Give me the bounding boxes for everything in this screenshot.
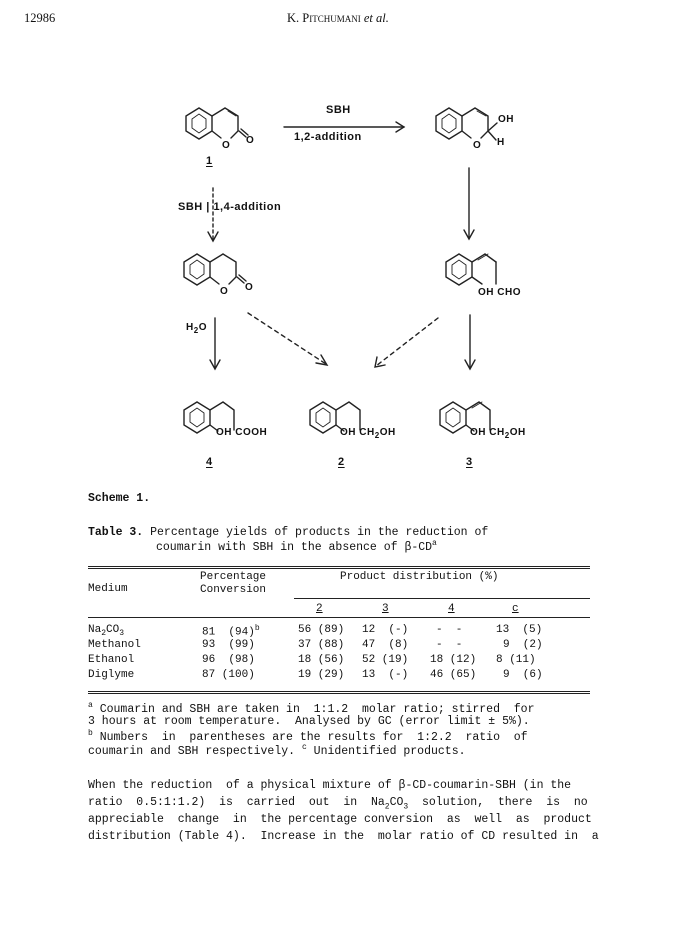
- subcol-3: 3: [382, 603, 389, 615]
- row-p2: 19 (29): [298, 669, 345, 681]
- body-line-3: appreciable change in the percentage conversion as well as product: [88, 813, 592, 826]
- col-product-distribution: Product distribution (%): [340, 571, 499, 583]
- table-bottom-rule: [88, 691, 590, 692]
- author-suffix: et al.: [363, 11, 389, 25]
- subcol-4: 4: [448, 603, 455, 615]
- row-p3: 52 (19): [362, 654, 409, 666]
- table-top-rule: [88, 566, 590, 567]
- footnote-a-line1: $^a$ Coumarin and SBH are taken in 1:1.2 molar ratio; stirred for: [88, 701, 535, 716]
- col-medium: Medium: [88, 583, 128, 595]
- compound-4-number: 4: [206, 456, 213, 468]
- row-conv: 81 $(94)^b$: [202, 624, 260, 639]
- coumarin-carbonyl-o: O: [246, 135, 255, 146]
- row-p2: 56 (89): [298, 624, 345, 636]
- row-pc: 9 (6): [503, 669, 543, 681]
- row-medium: Methanol: [88, 639, 141, 651]
- compound-4-groups: OH COOH: [216, 427, 268, 438]
- reagent-left: SBH | 1,4-addition: [178, 201, 282, 213]
- hydroxycinnamaldehyde-structure: [446, 254, 496, 285]
- body-line-2: ratio 0.5:1:1.2) is carried out in $Na_2CO_3$ solution, there is no: [88, 796, 588, 812]
- row-conv: 87 (100): [202, 669, 255, 681]
- footnote-a-line2: 3 hours at room temperature. Analysed by GC (error limit ± 5%).: [88, 715, 530, 728]
- addition-12-label: 1,2-addition: [294, 131, 362, 143]
- row-p3: 13 (-): [362, 669, 409, 681]
- water-label: $H_2O$: [186, 322, 207, 335]
- table-header-rule: [88, 617, 590, 618]
- scheme-caption: Scheme 1.: [88, 492, 151, 505]
- row-p2: 18 (56): [298, 654, 345, 666]
- row-p2: 37 (88): [298, 639, 345, 651]
- footnote-b-line2: coumarin and SBH respectively. $^c$ Unidentified products.: [88, 743, 466, 758]
- row-pc: 9 (2): [503, 639, 543, 651]
- body-line-4: distribution (Table 4). Increase in the molar ratio of CD resulted in a: [88, 830, 599, 843]
- table-sub-rule: [294, 598, 590, 599]
- hemiacetal-structure: [436, 108, 497, 140]
- table-top-rule-2: [88, 568, 590, 569]
- row-medium: Ethanol: [88, 654, 135, 666]
- reagent-top: SBH: [326, 104, 351, 116]
- coumarin-structure: [186, 108, 248, 139]
- col-conversion-2: Conversion: [200, 584, 267, 596]
- body-line-1: When the reduction of a physical mixture of β-CD-coumarin-SBH (in the: [88, 779, 572, 792]
- row-conv: 96 (98): [202, 654, 255, 666]
- col-conversion-1: Percentage: [200, 571, 267, 583]
- compound-1-number: 1: [206, 155, 213, 167]
- subcol-2: 2: [316, 603, 323, 615]
- page-number: 12986: [24, 11, 56, 25]
- row-p4: 18 (12): [430, 654, 477, 666]
- row-p3: 47 (8): [362, 639, 409, 651]
- compound-2-number: 2: [338, 456, 345, 468]
- compound-3-number: 3: [466, 456, 473, 468]
- row-pc: 13 (5): [496, 624, 543, 636]
- row-p4: 46 (65): [430, 669, 477, 681]
- row-medium: $Na_2CO_3$: [88, 624, 125, 639]
- hemiacetal-oh: OH: [498, 114, 514, 125]
- row-conv: 93 (99): [202, 639, 255, 651]
- dihydro-ring-o: O: [220, 286, 229, 297]
- table-bottom-rule-2: [88, 693, 590, 694]
- author-name: K. Pitchumani: [287, 11, 361, 25]
- row-p4: - -: [436, 624, 463, 636]
- hemiacetal-ring-o: O: [473, 140, 482, 151]
- compound-2-groups: OH $CH_2OH$: [340, 427, 396, 440]
- row-medium: Diglyme: [88, 669, 135, 681]
- compound-3-groups: OH $CH_2OH$: [470, 427, 526, 440]
- dihydrocoumarin-structure: [184, 254, 246, 285]
- hemiacetal-h: H: [497, 137, 505, 148]
- table-caption-line1: Table 3. Percentage yields of products in the reduction of: [88, 526, 489, 539]
- row-p4: - -: [436, 639, 463, 651]
- subcol-c: c: [512, 603, 519, 615]
- aldehyde-label: OH CHO: [478, 287, 521, 298]
- footnote-b-line1: $^b$ Numbers in parentheses are the results for 1:2.2 ratio of: [88, 729, 528, 744]
- coumarin-ring-o: O: [222, 140, 231, 151]
- table-caption-line2: coumarin with SBH in the absence of $\beta-CD^a$: [156, 539, 437, 554]
- dihydro-carbonyl-o: O: [245, 282, 254, 293]
- row-pc: 8 (11): [496, 654, 536, 666]
- row-p3: 12 (-): [362, 624, 409, 636]
